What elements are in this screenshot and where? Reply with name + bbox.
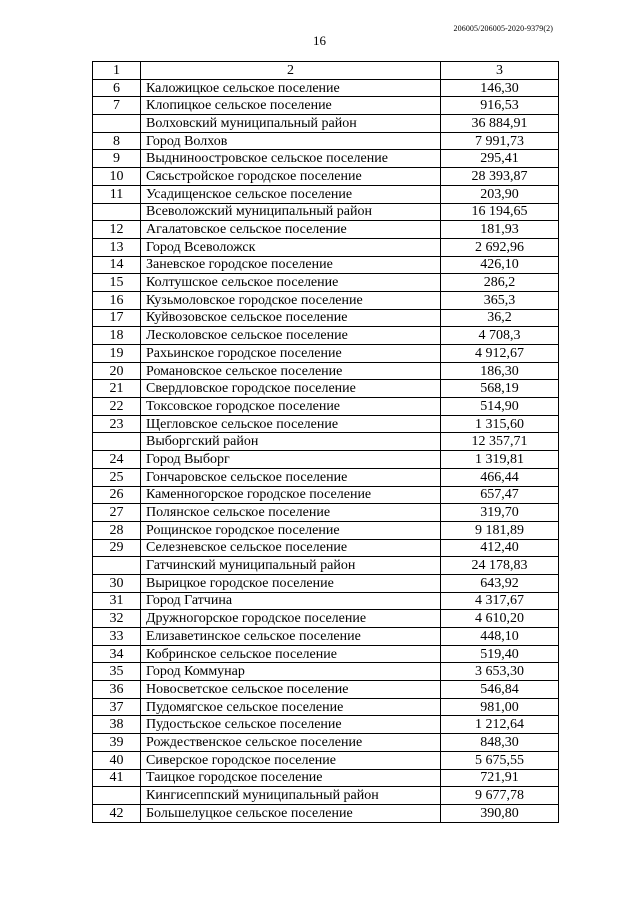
- data-table: [92, 61, 559, 823]
- row-value: 36,2: [441, 309, 559, 327]
- row-number: 24: [93, 451, 141, 469]
- table-row: [93, 557, 559, 575]
- table-row: [93, 274, 559, 292]
- row-value: 916,53: [441, 97, 559, 115]
- row-number: 39: [93, 734, 141, 752]
- row-number: 14: [93, 256, 141, 274]
- row-name: Большелуцкое сельское поселение: [141, 804, 441, 822]
- row-number: 28: [93, 521, 141, 539]
- row-number: 6: [93, 79, 141, 97]
- row-number: 36: [93, 681, 141, 699]
- row-name: Таицкое городское поселение: [141, 769, 441, 787]
- row-name: Кузьмоловское городское поселение: [141, 291, 441, 309]
- row-number: 21: [93, 380, 141, 398]
- row-number: [93, 433, 141, 451]
- table-row: [93, 345, 559, 363]
- row-name: Город Коммунар: [141, 663, 441, 681]
- row-value: 36 884,91: [441, 115, 559, 133]
- table-row: [93, 592, 559, 610]
- row-number: 35: [93, 663, 141, 681]
- row-number: 13: [93, 238, 141, 256]
- table-row: [93, 751, 559, 769]
- row-name: Выдниноостровское сельское поселение: [141, 150, 441, 168]
- row-value: 4 610,20: [441, 610, 559, 628]
- row-number: 34: [93, 645, 141, 663]
- row-value: 286,2: [441, 274, 559, 292]
- row-value: 4 912,67: [441, 345, 559, 363]
- row-value: 9 677,78: [441, 787, 559, 805]
- row-name: Гатчинский муниципальный район: [141, 557, 441, 575]
- row-name: Город Всеволожск: [141, 238, 441, 256]
- table-row: [93, 433, 559, 451]
- table-row: [93, 804, 559, 822]
- row-number: 27: [93, 504, 141, 522]
- table-row: [93, 185, 559, 203]
- row-number: 10: [93, 168, 141, 186]
- row-value: 390,80: [441, 804, 559, 822]
- table-row: [93, 698, 559, 716]
- row-value: 4 317,67: [441, 592, 559, 610]
- row-value: 2 692,96: [441, 238, 559, 256]
- row-number: 26: [93, 486, 141, 504]
- row-name: Колтушское сельское поселение: [141, 274, 441, 292]
- row-value: 519,40: [441, 645, 559, 663]
- row-name: Каменногорское городское поселение: [141, 486, 441, 504]
- table-row: [93, 787, 559, 805]
- table-row: [93, 362, 559, 380]
- row-value: 568,19: [441, 380, 559, 398]
- row-value: 186,30: [441, 362, 559, 380]
- row-number: 29: [93, 539, 141, 557]
- row-value: 5 675,55: [441, 751, 559, 769]
- table-row: [93, 663, 559, 681]
- row-number: 40: [93, 751, 141, 769]
- row-value: 12 357,71: [441, 433, 559, 451]
- row-number: 19: [93, 345, 141, 363]
- table-row: [93, 521, 559, 539]
- row-name: Пудомягское сельское поселение: [141, 698, 441, 716]
- row-number: 32: [93, 610, 141, 628]
- header-col-1: 1: [93, 62, 141, 80]
- table-row: [93, 380, 559, 398]
- row-number: 18: [93, 327, 141, 345]
- row-value: 4 708,3: [441, 327, 559, 345]
- row-number: 30: [93, 574, 141, 592]
- header-col-2: 2: [141, 62, 441, 80]
- row-value: 643,92: [441, 574, 559, 592]
- document-id: 206005/206005-2020-9379(2): [453, 24, 553, 33]
- row-name: Гончаровское сельское поселение: [141, 468, 441, 486]
- table-header-row: [93, 62, 559, 80]
- row-value: 546,84: [441, 681, 559, 699]
- row-value: 3 653,30: [441, 663, 559, 681]
- row-number: 12: [93, 221, 141, 239]
- row-name: Клопицкое сельское поселение: [141, 97, 441, 115]
- table-row: [93, 291, 559, 309]
- row-name: Город Гатчина: [141, 592, 441, 610]
- table-row: [93, 238, 559, 256]
- table-row: [93, 539, 559, 557]
- row-number: 38: [93, 716, 141, 734]
- row-number: 7: [93, 97, 141, 115]
- header-col-3: 3: [441, 62, 559, 80]
- row-number: 8: [93, 132, 141, 150]
- row-value: 412,40: [441, 539, 559, 557]
- table-row: [93, 256, 559, 274]
- table-row: [93, 716, 559, 734]
- row-value: 721,91: [441, 769, 559, 787]
- table-row: [93, 79, 559, 97]
- row-value: 657,47: [441, 486, 559, 504]
- table-row: [93, 150, 559, 168]
- table-row: [93, 645, 559, 663]
- row-number: 25: [93, 468, 141, 486]
- row-name: Дружногорское городское поселение: [141, 610, 441, 628]
- row-name: Вырицкое городское поселение: [141, 574, 441, 592]
- row-name: Сиверское городское поселение: [141, 751, 441, 769]
- row-name: Агалатовское сельское поселение: [141, 221, 441, 239]
- row-value: 466,44: [441, 468, 559, 486]
- row-number: [93, 115, 141, 133]
- table-row: [93, 681, 559, 699]
- row-value: 1 319,81: [441, 451, 559, 469]
- row-name: Токсовское городское поселение: [141, 398, 441, 416]
- row-name: Сясьстройское городское поселение: [141, 168, 441, 186]
- row-number: 23: [93, 415, 141, 433]
- row-value: 16 194,65: [441, 203, 559, 221]
- row-value: 146,30: [441, 79, 559, 97]
- table-row: [93, 327, 559, 345]
- table-row: [93, 628, 559, 646]
- table-row: [93, 504, 559, 522]
- table-row: [93, 115, 559, 133]
- table-row: [93, 398, 559, 416]
- row-name: Щегловское сельское поселение: [141, 415, 441, 433]
- table-row: [93, 168, 559, 186]
- row-value: 448,10: [441, 628, 559, 646]
- row-name: Город Выборг: [141, 451, 441, 469]
- page-number: 16: [313, 33, 326, 48]
- row-name: Выборгский район: [141, 433, 441, 451]
- row-name: Лесколовское сельское поселение: [141, 327, 441, 345]
- row-name: Каложицкое сельское поселение: [141, 79, 441, 97]
- row-name: Рощинское городское поселение: [141, 521, 441, 539]
- row-name: Полянское сельское поселение: [141, 504, 441, 522]
- row-name: Романовское сельское поселение: [141, 362, 441, 380]
- row-name: Волховский муниципальный район: [141, 115, 441, 133]
- row-number: 33: [93, 628, 141, 646]
- row-number: 20: [93, 362, 141, 380]
- row-value: 295,41: [441, 150, 559, 168]
- row-name: Рождественское сельское поселение: [141, 734, 441, 752]
- table-row: [93, 610, 559, 628]
- row-name: Новосветское сельское поселение: [141, 681, 441, 699]
- table-row: [93, 468, 559, 486]
- table-row: [93, 415, 559, 433]
- table-row: [93, 734, 559, 752]
- row-number: 11: [93, 185, 141, 203]
- row-name: Свердловское городское поселение: [141, 380, 441, 398]
- row-value: 848,30: [441, 734, 559, 752]
- row-value: 1 212,64: [441, 716, 559, 734]
- row-number: 22: [93, 398, 141, 416]
- table-row: [93, 309, 559, 327]
- row-name: Пудостьское сельское поселение: [141, 716, 441, 734]
- row-value: 514,90: [441, 398, 559, 416]
- row-number: 17: [93, 309, 141, 327]
- table-row: [93, 486, 559, 504]
- row-value: 1 315,60: [441, 415, 559, 433]
- row-value: 9 181,89: [441, 521, 559, 539]
- row-name: Селезневское сельское поселение: [141, 539, 441, 557]
- row-name: Кингисеппский муниципальный район: [141, 787, 441, 805]
- row-name: Усадищенское сельское поселение: [141, 185, 441, 203]
- row-number: [93, 557, 141, 575]
- table-row: [93, 132, 559, 150]
- table-row: [93, 451, 559, 469]
- row-value: 426,10: [441, 256, 559, 274]
- row-number: 31: [93, 592, 141, 610]
- row-number: 41: [93, 769, 141, 787]
- row-name: Заневское городское поселение: [141, 256, 441, 274]
- table-row: [93, 769, 559, 787]
- table-row: [93, 221, 559, 239]
- row-value: 981,00: [441, 698, 559, 716]
- row-name: Рахьинское городское поселение: [141, 345, 441, 363]
- row-number: 16: [93, 291, 141, 309]
- row-value: 319,70: [441, 504, 559, 522]
- row-name: Куйвозовское сельское поселение: [141, 309, 441, 327]
- row-number: [93, 203, 141, 221]
- row-name: Город Волхов: [141, 132, 441, 150]
- table-row: [93, 203, 559, 221]
- table-row: [93, 574, 559, 592]
- row-number: 9: [93, 150, 141, 168]
- row-value: 7 991,73: [441, 132, 559, 150]
- row-name: Елизаветинское сельское поселение: [141, 628, 441, 646]
- row-number: 42: [93, 804, 141, 822]
- row-name: Кобринское сельское поселение: [141, 645, 441, 663]
- row-number: 15: [93, 274, 141, 292]
- row-number: 37: [93, 698, 141, 716]
- row-value: 365,3: [441, 291, 559, 309]
- row-number: [93, 787, 141, 805]
- row-value: 28 393,87: [441, 168, 559, 186]
- table-row: [93, 97, 559, 115]
- row-value: 24 178,83: [441, 557, 559, 575]
- row-value: 203,90: [441, 185, 559, 203]
- row-value: 181,93: [441, 221, 559, 239]
- row-name: Всеволожский муниципальный район: [141, 203, 441, 221]
